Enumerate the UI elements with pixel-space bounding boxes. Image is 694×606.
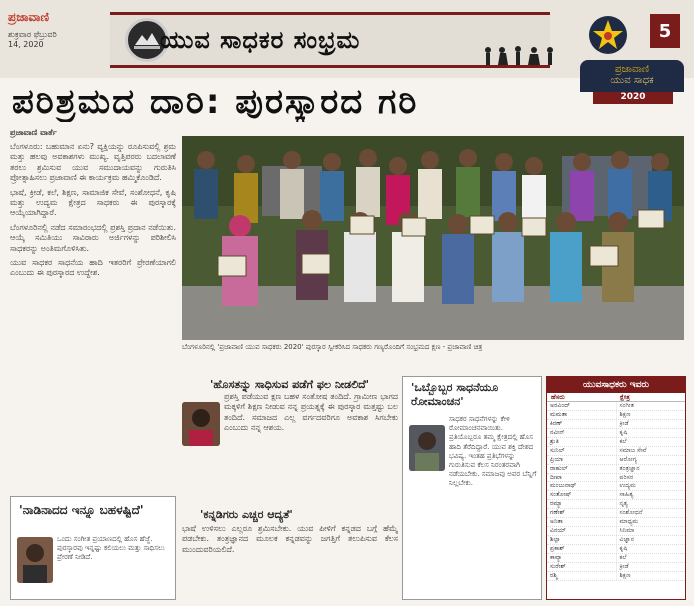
table-row bbox=[547, 420, 685, 429]
masthead-day: ಶುಕ್ರವಾರ ಫೆಬ್ರುವರಿ bbox=[8, 30, 57, 39]
awardees-title: ಯುವಸಾಧಕರು ಇವರು bbox=[547, 377, 685, 393]
awardee-field: ಕ್ರೀಡೆ bbox=[616, 420, 686, 428]
awardee-name: ವಿನಯ್ bbox=[550, 527, 567, 535]
paragraph: ಯುವ ಸಾಧಕರ ಸಾಧನೆಯ ಹಾದಿ ಇತರರಿಗೆ ಪ್ರೇರಣೆಯಾಗಲಿ ಎಂಬುದು ಈ ಪುರಸ್ಕಾರದ ಉದ್ದೇಶ. bbox=[10, 258, 176, 278]
banner-title: ಯುವ ಸಾಧಕರ ಸಂಭ್ರಮ bbox=[160, 26, 361, 54]
table-row bbox=[547, 402, 685, 411]
section2-title: 'ಕನ್ನಡಿಗರು ಎಚ್ಚರ ಆದ್ಯತೆ' bbox=[200, 508, 293, 521]
table-row bbox=[547, 572, 685, 581]
table-row bbox=[547, 474, 685, 483]
awardee-field: ವಿಜ್ಞಾನ bbox=[616, 536, 686, 544]
quote-title: 'ನಾಡಿನಾದದ ಇನ್ನೂ ಬಹಳಷ್ಟಿದೆ' bbox=[19, 503, 144, 517]
table-row bbox=[547, 411, 685, 420]
awardee-field: ಸಿನಿಮಾ bbox=[616, 527, 686, 535]
awardee-field: ಶಿಕ್ಷಣ bbox=[616, 411, 686, 419]
awardee-field: ಸಂಗೀತ bbox=[616, 402, 686, 410]
section2-text: ಭಾಷೆ ಉಳಿಸಲು ಎಲ್ಲರೂ ಶ್ರಮಿಸಬೇಕು. ಯುವ ಪೀಳಿಗೆ ಕನ್ನಡದ ಬಗ್ಗೆ ಹೆಮ್ಮೆ ಪಡಬೇಕು. ತಂತ್ರಜ್ಞಾನದ ಮೂಲಕ ಕನ್ನಡವನ್ನು ಜಗತ್ತಿಗೆ ತಲುಪಿಸುವ ಕೆಲಸ ಮುಂದುವರಿಯಲಿದೆ. bbox=[182, 524, 398, 554]
quote-box bbox=[10, 496, 176, 600]
awardee-name: ದೀಪಾ bbox=[550, 473, 562, 481]
awardee-name: ನವೀನ್ bbox=[550, 428, 565, 436]
awardee-name: ಕಾವ್ಯಾ bbox=[550, 553, 562, 561]
awardee-field: ತಂತ್ರಜ್ಞಾನ bbox=[616, 465, 686, 473]
awardee-name: ಸುರೇಶ್ bbox=[550, 562, 566, 570]
awardee-field: ಪರಿಸರ bbox=[616, 474, 686, 482]
awardee-field: ನೃತ್ಯ bbox=[616, 500, 686, 508]
awardee-field: ಶಿಕ್ಷಣ bbox=[616, 572, 686, 580]
awardees-table bbox=[546, 376, 686, 600]
awardee-name: ರಮ್ಯಾ bbox=[550, 500, 563, 508]
box2 bbox=[402, 376, 542, 600]
quote-text: ಒಂದು ಸಂಗೀತ ಪ್ರಯಾಣದಲ್ಲಿ ಹೊಸ ಹೆಜ್ಜೆ. ಪುರಸ್ಕಾರವು ಇನ್ನಷ್ಟು ಕಲಿಯಲು ಮತ್ತು ಸಾಧಿಸಲು ಪ್ರೇರಣೆ ನೀಡಿದೆ. bbox=[57, 535, 165, 561]
table-row bbox=[547, 456, 685, 465]
table-row bbox=[547, 438, 685, 447]
awardee-field: ಉದ್ಯಮ bbox=[616, 482, 686, 490]
masthead-date: 14, 2020 bbox=[8, 40, 44, 49]
awardee-field: ಕಲೆ bbox=[616, 438, 686, 446]
awardee-name: ರಶ್ಮಿ bbox=[550, 571, 558, 579]
headline: ಪರಿಶ್ರಮದ ದಾರಿ: ಪುರಸ್ಕಾರದ ಗರಿ bbox=[12, 82, 419, 122]
box2-body: ಸಾಧಕರ ಸಾಧನೆಗಳನ್ನು ಕೇಳಿ ರೋಮಾಂಚನವಾಯಿತು. ಪ್ರತಿಯೊಬ್ಬರೂ ತಮ್ಮ ಕ್ಷೇತ್ರದಲ್ಲಿ ಹೊಸ ಹಾದಿ ತೆರೆದಿದ್ದಾರೆ. ಯುವ ಶಕ್ತಿ ದೇಶದ ಭವಿಷ್ಯ. ಇಂತಹ ಪ್ರತಿಭೆಗಳನ್ನು ಗುರುತಿಸುವ ಕೆಲಸ ನಿರಂತರವಾಗಿ ನಡೆಯಬೇಕು. ಸಮಾಜವು ಅವರ ಬೆನ್ನಿಗೆ ನಿಲ್ಲಬೇಕು. bbox=[449, 415, 537, 488]
awardees-rows bbox=[547, 402, 685, 581]
paragraph: ಬೆಂಗಳೂರಿನಲ್ಲಿ ನಡೆದ ಸಮಾರಂಭದಲ್ಲಿ ಪ್ರಶಸ್ತಿ ಪ್ರದಾನ ನಡೆಯಿತು. ಆಯ್ಕೆ ಸಮಿತಿಯು ಸಾವಿರಾರು ಅರ್ಜಿಗಳನ್ನು ಪರಿಶೀಲಿಸಿ ಸಾಧಕರನ್ನು ಅಂತಿಮಗೊಳಿಸಿತು. bbox=[10, 222, 176, 253]
awardee-name: ಗಣೇಶ್ bbox=[550, 509, 566, 517]
table-row bbox=[547, 482, 685, 491]
col-field-header: ಕ್ಷೇತ್ರ bbox=[620, 393, 630, 401]
table-row bbox=[547, 429, 685, 438]
portrait-photo bbox=[17, 537, 53, 583]
table-row bbox=[547, 563, 685, 572]
awardee-field: ಸಂಶೋಧನೆ bbox=[616, 509, 686, 517]
box2-title: 'ಒಬ್ಬೊಬ್ಬರ ಸಾಧನೆಯೂ ರೋಮಾಂಚನ' bbox=[411, 381, 499, 408]
awardee-name: ಸಂತೋಷ್ bbox=[550, 491, 572, 499]
table-row bbox=[547, 518, 685, 527]
awardee-name: ಸುನಿಲ್ bbox=[550, 446, 565, 454]
page-number: 5 bbox=[650, 14, 680, 48]
badge-year: 2020 bbox=[593, 92, 673, 104]
awardee-field: ಕೃಷಿ bbox=[616, 429, 686, 437]
table-row bbox=[547, 545, 685, 554]
awardee-field: ಸಮಾಜ ಸೇವೆ bbox=[616, 447, 686, 455]
paragraph: ಭಾಷೆ, ಕ್ರೀಡೆ, ಕಲೆ, ಶಿಕ್ಷಣ, ಸಾಮಾಜಿಕ ಸೇವೆ, ಸಂಶೋಧನೆ, ಕೃಷಿ ಮತ್ತು ಉದ್ಯಮ ಕ್ಷೇತ್ರದ ಸಾಧಕರು ಈ ಪುರಸ್ಕಾರಕ್ಕೆ ಆಯ್ಕೆಯಾಗಿದ್ದಾರೆ. bbox=[10, 187, 176, 218]
awardee-field: ಸಾಹಿತ್ಯ bbox=[616, 491, 686, 499]
badge-paper: ಪ್ರಜಾವಾಣಿ bbox=[614, 64, 650, 75]
table-row bbox=[547, 536, 685, 545]
awardee-name: ಶಿಲ್ಪಾ bbox=[550, 536, 561, 544]
badge-name: ಯುವ ಸಾಧಕ bbox=[610, 75, 654, 86]
table-row bbox=[547, 465, 685, 474]
awardee-name: ಶ್ರುತಿ bbox=[550, 437, 559, 445]
article-body bbox=[10, 142, 176, 478]
awardee-name: ಮಮತಾ bbox=[550, 410, 568, 418]
awardee-name: ಮಂಜುನಾಥ್ bbox=[550, 482, 577, 490]
section1-text: ಪ್ರಶಸ್ತಿ ಪಡೆಯುವ ಕ್ಷಣ ಬಹಳ ಸಂತೋಷ ತಂದಿದೆ. ಗ್ರಾಮೀಣ ಭಾಗದ ಮಕ್ಕಳಿಗೆ ಶಿಕ್ಷಣ ನೀಡುವ ನನ್ನ ಪ್ರಯತ್ನಕ್ಕೆ ಈ ಪುರಸ್ಕಾರ ಮತ್ತಷ್ಟು ಬಲ ತಂದಿದೆ. ಸಮಾಜದ ಎಲ್ಲ ವರ್ಗದವರಿಗೂ ಅವಕಾಶ ಸಿಗಬೇಕು ಎಂಬುದು ನನ್ನ ಆಶಯ. bbox=[224, 392, 398, 433]
table-row bbox=[547, 554, 685, 563]
table-row bbox=[547, 509, 685, 518]
box2-text bbox=[409, 415, 537, 597]
awardees-header bbox=[547, 393, 685, 402]
awardee-name: ಪ್ರಕಾಶ್ bbox=[550, 545, 565, 552]
table-row bbox=[547, 491, 685, 500]
awardee-name: ಪ್ರಿಯಾ bbox=[550, 455, 564, 463]
byline: ಪ್ರಜಾವಾಣಿ ವಾರ್ತೆ bbox=[10, 128, 57, 137]
col-name-header: ಹೆಸರು bbox=[551, 393, 565, 401]
photo-caption: ಬೆಂಗಳೂರಿನಲ್ಲಿ 'ಪ್ರಜಾವಾಣಿ ಯುವ ಸಾಧಕರು 2020' ಪುರಸ್ಕಾರ ಸ್ವೀಕರಿಸಿದ ಸಾಧಕರು ಗಣ್ಯರೊಂದಿಗೆ ಸಂಭ್ರಮದ ಕ್ಷಣ - ಪ್ರಜಾವಾಣಿ ಚಿತ್ರ bbox=[182, 343, 483, 351]
table-row bbox=[547, 447, 685, 456]
paragraph: ಬೆಂಗಳೂರು: ಬಹುಮಾನ ಏನು? ವ್ಯಕ್ತಿಯನ್ನು ರೂಪಿಸುವಲ್ಲಿ ಶ್ರಮ ಮತ್ತು ಹಲವು ಅವಕಾಶಗಳು ಮುಖ್ಯ. ವೃತ್ತಿಪರರು ಬದಲಾವಣೆ ತರಲು ಶ್ರಮಿಸುವ ಯುವ ಸಮುದಾಯವನ್ನು ಗುರುತಿಸಿ ಪ್ರೋತ್ಸಾಹಿಸಲು ಪ್ರಜಾವಾಣಿ ಈ ಕಾರ್ಯಕ್ರಮ ಹಮ್ಮಿಕೊಂಡಿದೆ. bbox=[10, 142, 176, 183]
table-row bbox=[547, 527, 685, 536]
awardee-field: ಆರೋಗ್ಯ bbox=[616, 456, 686, 464]
awardee-field: ಕಲೆ bbox=[616, 554, 686, 562]
group-photo bbox=[182, 136, 684, 340]
awardee-name: ರಾಹುಲ್ bbox=[550, 464, 568, 472]
awardee-name: ಕಿರಣ್ bbox=[550, 419, 563, 427]
awardee-name: ಅರವಿಂದ್ bbox=[550, 402, 571, 409]
awardee-name: ಅನಿತಾ bbox=[550, 518, 563, 526]
table-row bbox=[547, 500, 685, 509]
masthead: ಪ್ರಜಾವಾಣಿ bbox=[8, 10, 49, 24]
silhouettes-icon bbox=[480, 44, 560, 70]
section1-title: 'ಹೊಸತನ್ನು ಸಾಧಿಸುವ ಪಡೆಗೆ ಫಲ ನೀಡಲಿದೆ' bbox=[210, 378, 370, 391]
badge bbox=[580, 60, 684, 92]
awardee-field: ಮಾಧ್ಯಮ bbox=[616, 518, 686, 526]
star-logo-icon bbox=[588, 15, 628, 55]
awardee-field: ಕ್ರೀಡೆ bbox=[616, 563, 686, 571]
awardee-field: ಕೃಷಿ bbox=[616, 545, 686, 553]
